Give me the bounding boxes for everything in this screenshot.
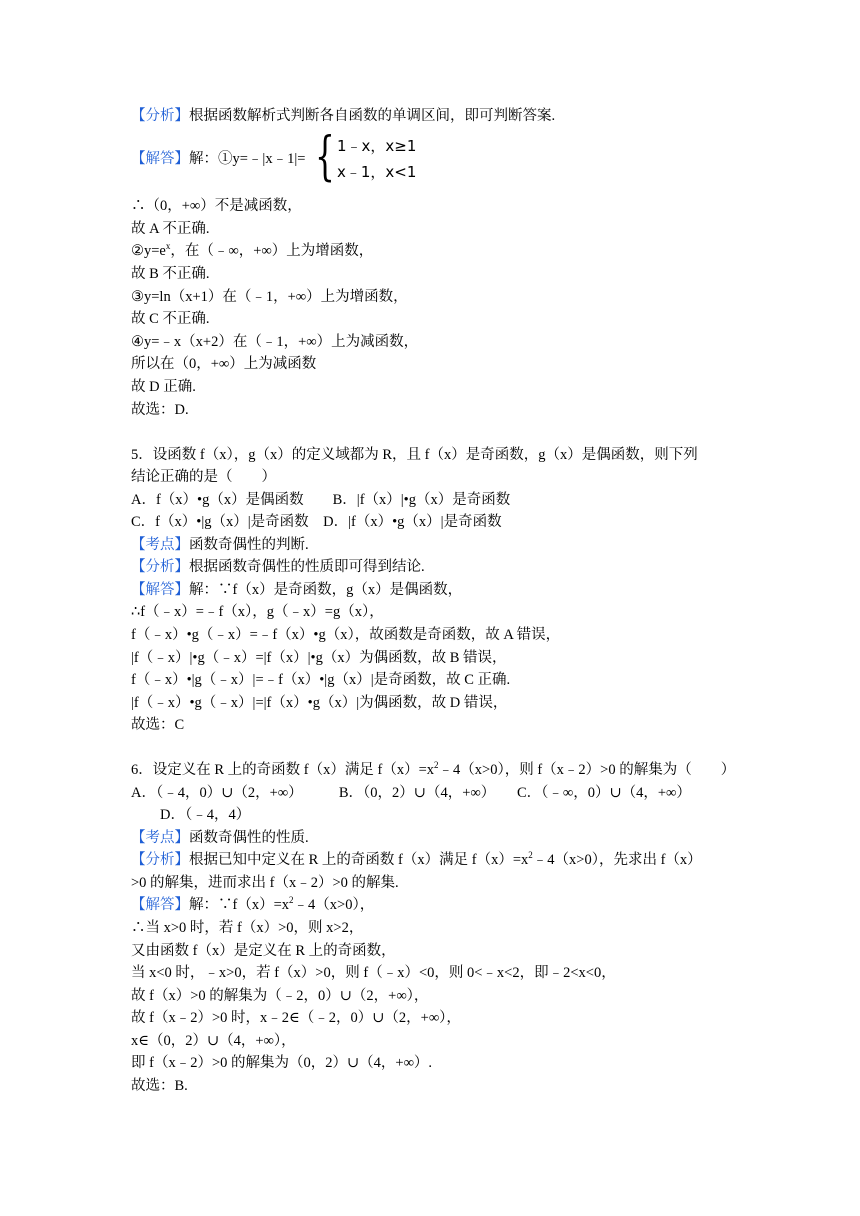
- solution-text: 解：∵f（x）=x: [189, 897, 290, 913]
- q5-topic: [131, 535, 309, 555]
- q6-solution-start: [131, 895, 374, 915]
- q4-analysis: [131, 106, 555, 126]
- q6-stem: [131, 760, 735, 780]
- text-span: ﹣4（x>0），则 f（x﹣2）>0 的解集为（ ）: [438, 762, 736, 778]
- q4-solution-start: [131, 149, 305, 169]
- q6-options-abc: A．（﹣4，0）∪（2，+∞） B．（0，2）∪（4，+∞） C．（﹣∞，0）∪（4，+∞）: [131, 785, 691, 801]
- text-line: 故 f（x﹣2）>0 时，x﹣2∈（﹣2，0）∪（2，+∞），: [131, 1010, 461, 1026]
- text-line: x∈（0，2）∪（4，+∞），: [131, 1033, 296, 1049]
- text-span: ，在（﹣∞，+∞）上为增函数，: [170, 243, 374, 259]
- answer-line: 故选：B.: [131, 1078, 188, 1094]
- q5-analysis: [131, 557, 425, 577]
- solution-text: 解：∵f（x）是奇函数，g（x）是偶函数，: [189, 582, 463, 598]
- answer-line: 故选：C: [131, 717, 185, 733]
- q6-analysis: [131, 850, 702, 870]
- q5-stem-line-1: 5．设函数 f（x），g（x）的定义域都为 R，且 f（x）是奇函数，g（x）是偶函数，则下列: [131, 447, 698, 463]
- text-line: |f（﹣x）|•g（﹣x）=|f（x）|•g（x）为偶函数，故 B 错误，: [131, 650, 507, 666]
- solution-tag: 【解答】: [131, 582, 189, 598]
- text-line: 故 D 正确.: [131, 379, 196, 395]
- analysis-text: 根据函数奇偶性的性质即可得到结论.: [189, 559, 425, 575]
- analysis-text: ﹣4（x>0），先求出 f（x）: [532, 852, 702, 868]
- text-line: f（﹣x）•|g（﹣x）|=﹣f（x）•|g（x）|是奇函数，故 C 正确.: [131, 672, 511, 688]
- text-line: [131, 241, 373, 261]
- text-line: |f（﹣x）•g（﹣x）|=|f（x）•g（x）|为偶函数，故 D 错误，: [131, 695, 508, 711]
- analysis-tag: 【分析】: [131, 108, 189, 124]
- superscript: 2: [434, 760, 439, 770]
- solution-text: 解：①y=﹣|x﹣1|=: [189, 151, 306, 167]
- text-line: 即 f（x﹣2）>0 的解集为（0，2）∪（4，+∞）.: [131, 1055, 433, 1071]
- topic-tag: 【考点】: [131, 830, 189, 846]
- text-line: >0 的解集，进而求出 f（x﹣2）>0 的解集.: [131, 875, 399, 891]
- text-line: ∴（0，+∞）不是减函数，: [131, 198, 302, 214]
- text-line: ∴f（﹣x）=﹣f（x），g（﹣x）=g（x），: [131, 604, 384, 620]
- analysis-text: 根据函数解析式判断各自函数的单调区间，即可判断答案.: [189, 108, 556, 124]
- analysis-text: 根据已知中定义在 R 上的奇函数 f（x）满足 f（x）=x: [189, 852, 529, 868]
- piecewise-case-1: 1﹣x，x≥1: [337, 137, 417, 155]
- q5-stem-line-2: 结论正确的是（ ）: [131, 469, 276, 485]
- piecewise-case-2: x﹣1，x<1: [337, 163, 417, 181]
- text-line: ③y=ln（x+1）在（﹣1，+∞）上为增函数，: [131, 289, 408, 305]
- text-line: 故 C 不正确.: [131, 311, 210, 327]
- text-line: 当 x<0 时，﹣x>0，若 f（x）>0，则 f（﹣x）<0，则 0<﹣x<2，即﹣2<x<0，: [131, 965, 616, 981]
- text-line: 故 B 不正确.: [131, 266, 210, 282]
- analysis-tag: 【分析】: [131, 852, 189, 868]
- topic-tag: 【考点】: [131, 537, 189, 553]
- text-line: f（﹣x）•g（﹣x）=﹣f（x）•g（x），故函数是奇函数，故 A 错误，: [131, 627, 561, 643]
- superscript: 2: [528, 850, 533, 860]
- q5-options-ab: A．f（x）•g（x）是偶函数 B．|f（x）|•g（x）是奇函数: [131, 492, 511, 508]
- solution-tag: 【解答】: [131, 897, 189, 913]
- answer-line: 故选：D.: [131, 402, 189, 418]
- topic-text: 函数奇偶性的判断.: [189, 537, 309, 553]
- text-line: 故 A 不正确.: [131, 221, 210, 237]
- text-line: 故 f（x）>0 的解集为（﹣2，0）∪（2，+∞），: [131, 988, 429, 1004]
- text-line: 所以在（0，+∞）上为减函数: [131, 356, 317, 372]
- analysis-tag: 【分析】: [131, 559, 189, 575]
- superscript: 2: [289, 895, 294, 905]
- topic-text: 函数奇偶性的性质.: [189, 830, 309, 846]
- q6-topic: [131, 828, 309, 848]
- left-brace: {: [315, 127, 335, 187]
- text-span: 6．设定义在 R 上的奇函数 f（x）满足 f（x）=x: [131, 762, 435, 778]
- piecewise-function: [315, 127, 435, 187]
- q6-option-d: D．（﹣4，4）: [160, 807, 251, 823]
- solution-tag: 【解答】: [131, 151, 189, 167]
- text-span: ②y=e: [131, 243, 166, 259]
- text-line: ∴当 x>0 时，若 f（x）>0，则 x>2，: [131, 920, 364, 936]
- text-line: 又由函数 f（x）是定义在 R 上的奇函数，: [131, 943, 396, 959]
- q5-solution-start: [131, 580, 462, 600]
- text-line: ④y=﹣x（x+2）在（﹣1，+∞）上为减函数，: [131, 334, 419, 350]
- q5-options-cd: C．f（x）•|g（x）|是奇函数 D．|f（x）•g（x）|是奇函数: [131, 514, 502, 530]
- solution-text: ﹣4（x>0），: [293, 897, 375, 913]
- superscript: x: [165, 241, 171, 251]
